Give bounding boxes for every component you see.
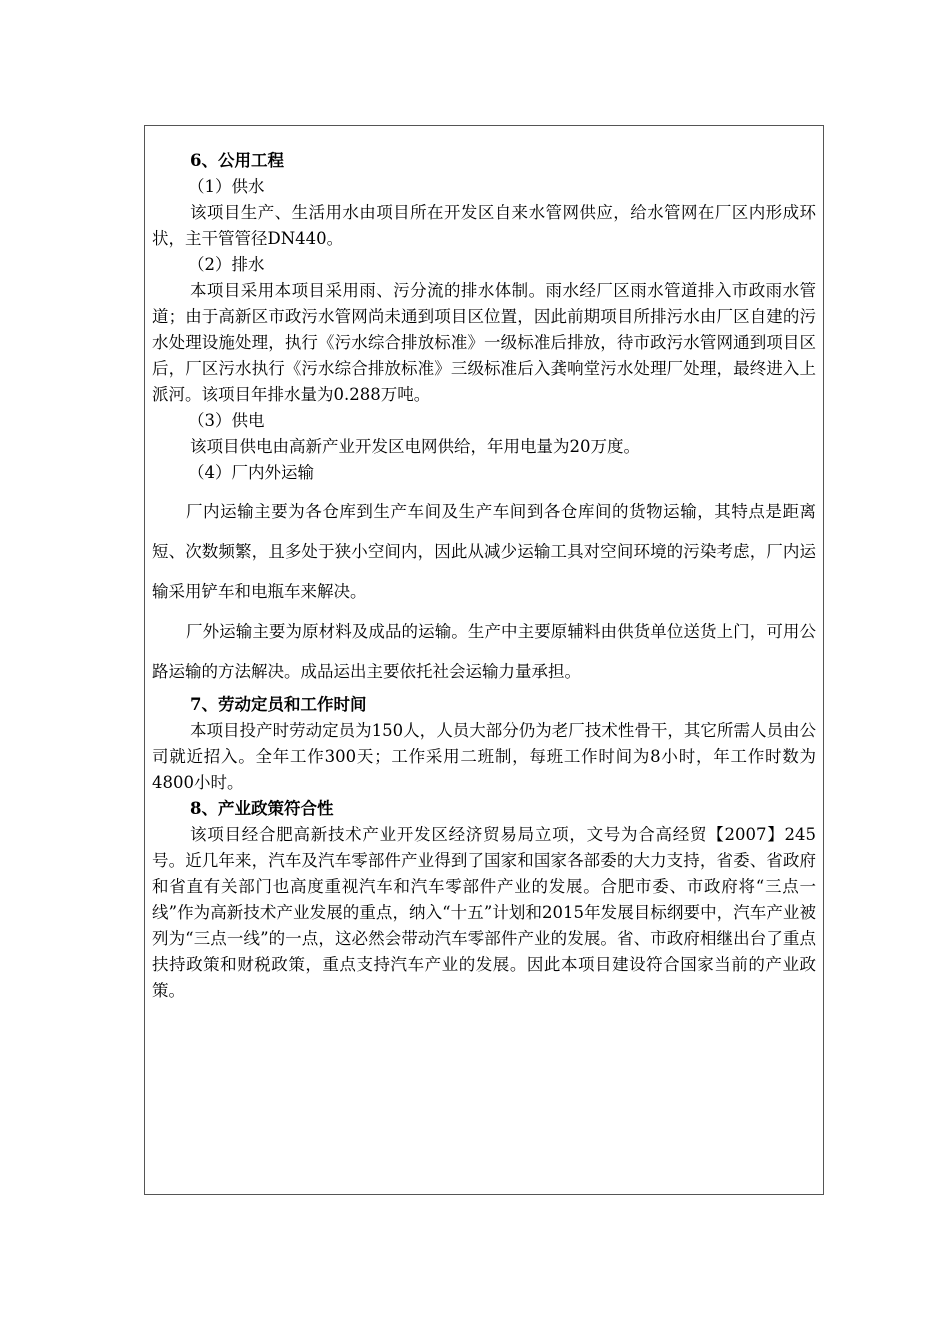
industrial-policy-paragraph: 该项目经合肥高新技术产业开发区经济贸易局立项，文号为合高经贸【2007】245号。近几年来，汽车及汽车零部件产业得到了国家和国家各部委的大力支持，省委、省政府和省直有关部门也高度重视汽车和汽车零部件产业的发展。合肥市委、市政府将“三点一线”作为高新技术产业发展的重点，纳入“十五”计划和2015年发展目标纲要中，汽车产业被列为“三点一线”的一点，这必然会带动汽车零部件产业的发展。省、市政府相继出台了重点扶持政策和财税政策，重点支持汽车产业的发展。因此本项目建设符合国家当前的产业政策。 xyxy=(152,825,816,1000)
power-supply-subheading: （3）供电 xyxy=(188,411,265,430)
section-7-heading: 7、劳动定员和工作时间 xyxy=(190,695,367,714)
staffing-paragraph: 本项目投产时劳动定员为150人，人员大部分仍为老厂技术性骨干，其它所需人员由公司就近招入。全年工作300天；工作采用二班制，每班工作时间为8小时，年工作时数为4800小时。 xyxy=(152,721,816,792)
document-body xyxy=(152,148,816,1004)
drainage-paragraph: 本项目采用本项目采用雨、污分流的排水体制。雨水经厂区雨水管道排入市政雨水管道；由于高新区市政污水管网尚未通到项目区位置，因此前期项目所排污水由厂区自建的污水处理设施处理，执行《污水综合排放标准》一级标准后排放，待市政污水管网通到项目区后，厂区污水执行《污水综合排放标准》三级标准后入龚响堂污水处理厂处理，最终进入上派河。该项目年排水量为0.288万吨。 xyxy=(152,281,816,404)
section-8-heading: 8、产业政策符合性 xyxy=(190,799,334,818)
transport-subheading: （4）厂内外运输 xyxy=(188,463,314,482)
power-supply-paragraph: 该项目供电由高新产业开发区电网供给，年用电量为20万度。 xyxy=(190,437,640,456)
drainage-subheading: （2）排水 xyxy=(188,255,265,274)
water-supply-subheading: （1）供水 xyxy=(188,177,265,196)
internal-transport-paragraph: 厂内运输主要为各仓库到生产车间及生产车间到各仓库间的货物运输，其特点是距离短、次数频繁，且多处于狭小空间内，因此从减少运输工具对空间环境的污染考虑，厂内运输采用铲车和电瓶车来解决。 xyxy=(152,502,816,601)
water-supply-paragraph: 该项目生产、生活用水由项目所在开发区自来水管网供应，给水管网在厂区内形成环状，主干管管径DN440。 xyxy=(152,203,816,248)
section-6-heading: 6、公用工程 xyxy=(190,151,284,170)
external-transport-paragraph: 厂外运输主要为原材料及成品的运输。生产中主要原辅料由供货单位送货上门，可用公路运输的方法解决。成品运出主要依托社会运输力量承担。 xyxy=(152,622,816,681)
